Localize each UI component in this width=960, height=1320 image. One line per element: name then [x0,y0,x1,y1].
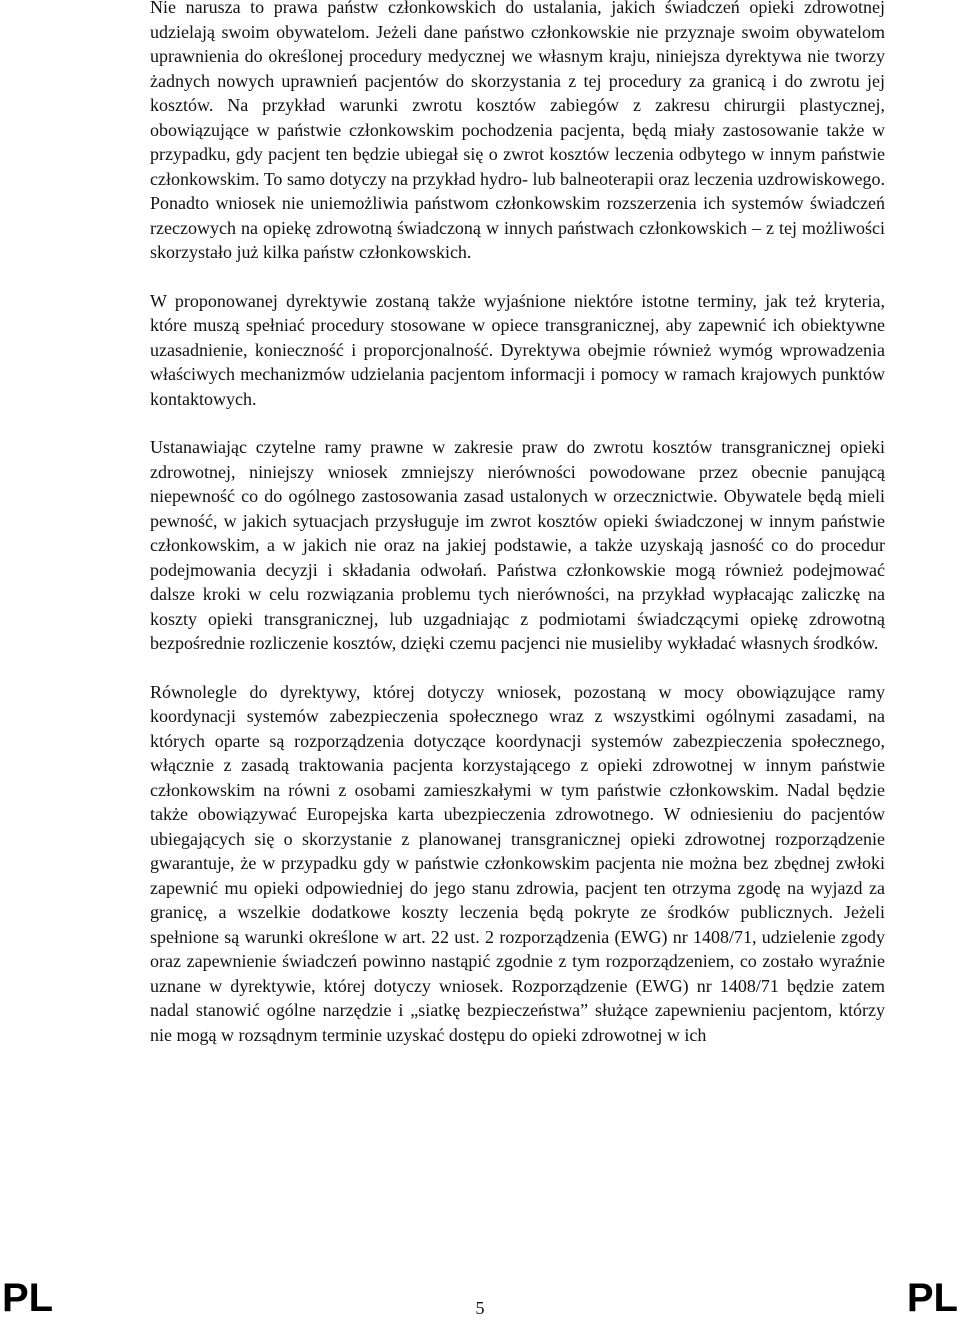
paragraph-3: Ustanawiając czytelne ramy prawne w zakresie praw do zwrotu kosztów transgranicznej opieki zdrowotnej, niniejszy wniosek zmniejszy nierówności powodowane przez obecnie panującą niepewność co do ogólnego zastosowania zasad ustalonych w orzecznictwie. Obywatele będą mieli pewność, w jakich sytuacjach przysługuje im zwrot kosztów opieki świadczonej w innym państwie członkowskim, a w jakich nie oraz na jakiej podstawie, a także uzyskają jasność co do procedur podejmowania decyzji i składania odwołań. Państwa członkowskie mogą również podejmować dalsze kroki w celu rozwiązania problemu tych nierówności, na przykład wypłacając zaliczkę na koszty opieki transgranicznej, lub uzgadniając z podmiotami świadczącymi opiekę zdrowotną bezpośrednie rozliczenie kosztów, dzięki czemu pacjenci nie musieliby wykładać własnych środków. [150,437,885,653]
paragraph-4: Równolegle do dyrektywy, której dotyczy wniosek, pozostaną w mocy obowiązujące ramy koordynacji systemów zabezpieczenia społecznego wraz z wszystkimi ogólnymi zasadami, na których oparte są rozporządzenia dotyczące koordynacji systemów zabezpieczenia społecznego, włącznie z zasadą traktowania pacjenta korzystającego z opieki zdrowotnej w innym państwie członkowskim na równi z osobami zamieszkałymi w tym państwie członkowskim. Nadal będzie także obowiązywać Europejska karta ubezpieczenia zdrowotnego. W odniesieniu do pacjentów ubiegających się o skorzystanie z planowanej transgranicznej opieki zdrowotnej rozporządzenie gwarantuje, że w przypadku gdy w państwie członkowskim pacjenta nie można bez zbędnej zwłoki zapewnić mu opieki odpowiedniej do jego stanu zdrowia, pacjent ten otrzyma zgodę na wyjazd za granicę, a wszelkie dodatkowe koszty leczenia będą pokryte ze środków publicznych. Jeżeli spełnione są warunki określone w art. 22 ust. 2 rozporządzenia (EWG) nr 1408/71, udzielenie zgody oraz zapewnienie świadczeń powinno nastąpić zgodnie z tym rozporządzeniem, co zostało wyraźnie uznane w dyrektywie, której dotyczy wniosek. Rozporządzenie (EWG) nr 1408/71 będzie zatem nadal stanowić ogólne narzędzie i „siatkę bezpieczeństwa” służące zapewnieniu pacjentom, którzy nie mogą w rozsądnym terminie uzyskać dostępu do opieki zdrowotnej w ich [150,681,885,1045]
paragraph-2: W proponowanej dyrektywie zostaną także wyjaśnione niektóre istotne terminy, jak też kryteria, które muszą spełniać procedury stosowane w opiece transgranicznej, aby zapewnić ich obiektywne uzasadnienie, konieczność i proporcjonalność. Dyrektywa obejmie również wymóg wprowadzenia właściwych mechanizmów udzielania pacjentom informacji i pomocy w ramach krajowych punktów kontaktowych. [150,290,885,409]
paragraph-1: Nie narusza to prawa państw członkowskich do ustalania, jakich świadczeń opieki zdrowotnej udzielają swoim obywatelom. Jeżeli dane państwo członkowskie nie przyznaje swoim obywatelom uprawnienia do określonej procedury medycznej we własnym kraju, niniejsza dyrektywa nie tworzy żadnych nowych uprawnień pacjentów do skorzystania z tej procedury za granicą i do zwrotu jej kosztów. Na przykład warunki zwrotu kosztów zabiegów z zakresu chirurgii plastycznej, obowiązujące w państwie członkowskim pochodzenia pacjenta, będą miały zastosowanie także w przypadku, gdy pacjent ten będzie ubiegał się o zwrot kosztów leczenia odbytego w innym państwie członkowskim. To samo dotyczy na przykład hydro- lub balneoterapii oraz leczenia uzdrowiskowego. Ponadto wniosek nie uniemożliwia państwom członkowskim rozszerzenia ich systemów świadczeń rzeczowych na opiekę zdrowotną świadczoną w innych państwach członkowskich – z tej możliwości skorzystało już kilka państw członkowskich. [150,0,885,262]
page-number: 5 [475,1298,485,1318]
footer-language-right: PL [906,1276,958,1320]
footer-language-left: PL [2,1276,54,1320]
document-body [150,0,885,1047]
